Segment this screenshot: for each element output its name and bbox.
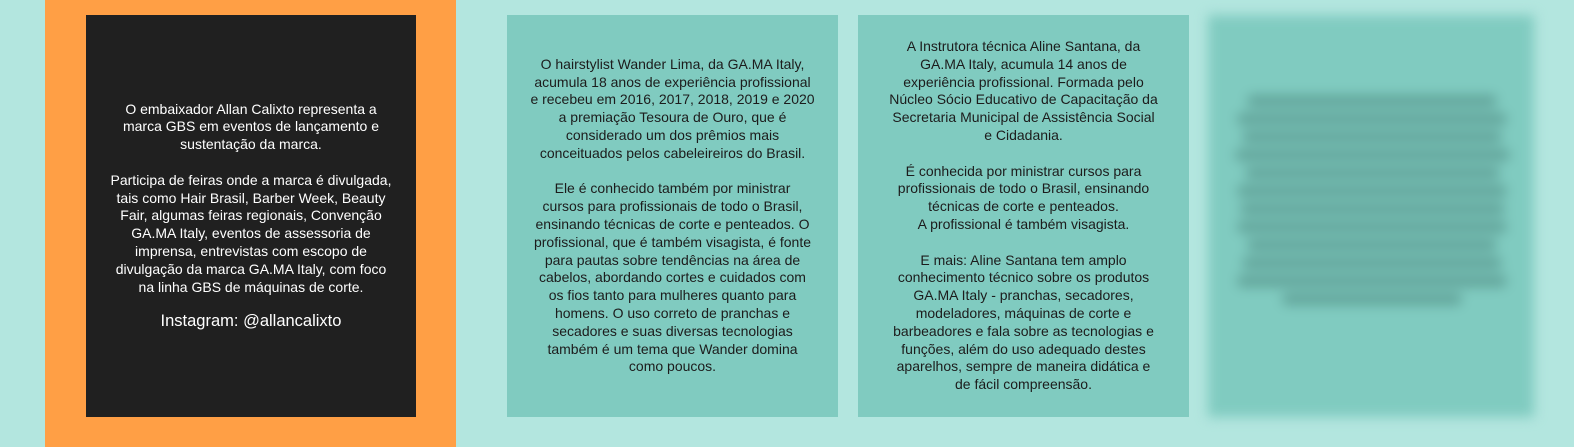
aline-text-line: A profissional é também visagista. <box>917 216 1130 232</box>
aline-text-line: E mais: Aline Santana tem amplo <box>920 251 1127 268</box>
wander-text-line: profissional, que é também visagista, é fonte <box>533 233 812 250</box>
aline-text-line: GA.MA Italy - pranchas, secadores, <box>913 287 1134 304</box>
aline-text-line: experiência profissional. Formada pelo <box>903 73 1144 90</box>
wander-text-line: e recebeu em 2016, 2017, 2018, 2019 e 2020 <box>530 91 815 108</box>
aline-text-line: aparelhos, sempre de maneira didática e <box>896 358 1151 375</box>
wander-text-line: cursos para profissionais de todo o Brasil, <box>542 198 803 215</box>
aline-text-line: Núcleo Sócio Educativo de Capacitação da <box>889 91 1158 108</box>
allan-text-line: GA.MA Italy, eventos de assessoria de <box>131 225 371 242</box>
wander-text-line: acumula 18 anos de experiência profissional <box>534 73 811 90</box>
wander-text-line: os fios tanto para mulheres quanto para <box>548 287 797 304</box>
allan-text-line: Fair, algumas feiras regionais, Convenção <box>120 207 382 224</box>
aline-text-line: A Instrutora técnica Aline Santana, da <box>906 38 1141 55</box>
wander-lima-card <box>507 15 838 417</box>
wander-text-line: homens. O uso correto de pranchas e <box>554 304 791 321</box>
aline-text-line: barbeadores e fala sobre as tecnologias e <box>893 322 1154 339</box>
allan-calixto-card <box>86 15 416 417</box>
aline-text-line: técnicas de corte e penteados. <box>928 198 1119 215</box>
allan-text-line: na linha GBS de máquinas de corte. <box>138 278 364 295</box>
aline-santana-card <box>858 15 1189 417</box>
aline-text-line: funções, além do uso adequado destes <box>901 340 1146 357</box>
aline-text-line: É conhecida por ministrar cursos para <box>905 162 1142 179</box>
allan-text-line: O embaixador Allan Calixto representa a <box>125 100 377 117</box>
wander-text-line: cabelos, abordando cortes e cuidados com <box>539 269 806 286</box>
wander-text-line: secadores e suas diversas tecnologias <box>552 322 793 339</box>
wander-text-line: a premiação Tesoura de Ouro, que é <box>558 109 787 126</box>
blurred-text-placeholder <box>1232 95 1512 345</box>
wander-text-line: como poucos. <box>628 358 717 375</box>
allan-text-line: Participa de feiras onde a marca é divulgada, <box>110 171 392 188</box>
wander-text-line: considerado um dos prêmios mais <box>565 127 780 144</box>
aline-text-line: de fácil compreensão. <box>955 376 1092 393</box>
wander-text-line: O hairstylist Wander Lima, da GA.MA Italy, <box>540 55 805 72</box>
aline-text-line: GA.MA Italy, acumula 14 anos de <box>920 55 1127 72</box>
allan-text-line: divulgação da marca GA.MA Italy, com foco <box>115 260 387 277</box>
allan-text-line: sustentação da marca. <box>180 136 322 153</box>
instagram-handle[interactable]: Instagram: @allancalixto <box>160 312 342 331</box>
allan-text-line: tais como Hair Brasil, Barber Week, Beauty <box>116 189 386 206</box>
wander-text-line: conceituados pelos cabeleireiros do Brasil. <box>539 144 806 161</box>
allan-text-line: marca GBS em eventos de lançamento e <box>122 118 380 135</box>
wander-text-line: Ele é conhecido também por ministrar <box>554 180 791 197</box>
aline-text-line: e Cidadania. <box>984 127 1063 144</box>
wander-text-line: também é um tema que Wander domina <box>547 340 798 357</box>
aline-text-line: conhecimento técnico sobre os produtos <box>897 269 1150 286</box>
aline-text-line: Secretaria Municipal de Assistência Social <box>892 109 1155 126</box>
allan-text-line: imprensa, entrevistas com escopo de <box>135 242 367 259</box>
wander-text-line: ensinando técnicas de corte e penteados. O <box>535 216 810 232</box>
aline-text-line: profissionais de todo o Brasil, ensinando <box>897 180 1150 197</box>
blurred-card <box>1208 15 1534 417</box>
wander-text-line: para pautas sobre tendências na área de <box>544 251 801 268</box>
aline-text-line: modeladores, máquinas de corte e <box>915 304 1132 321</box>
